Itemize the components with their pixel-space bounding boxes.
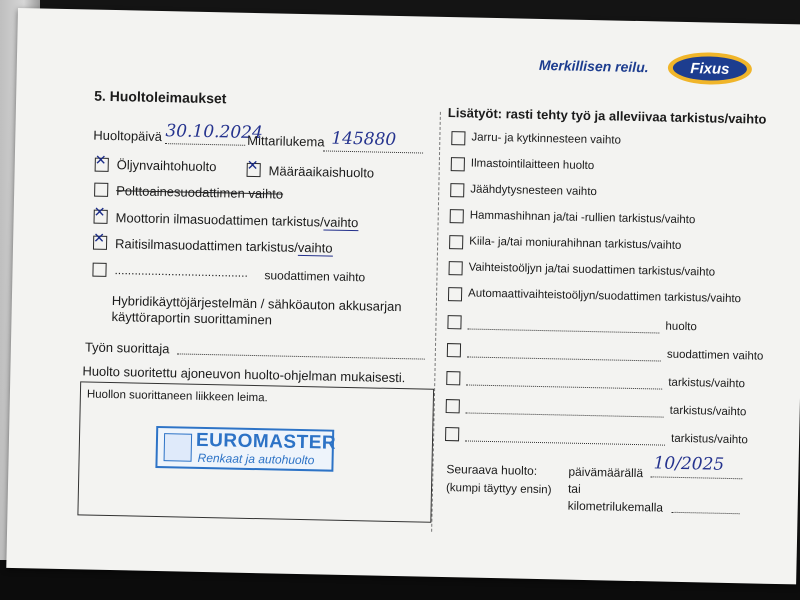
- huoltopaiva-dotline: [165, 143, 245, 146]
- lisatyo-blank-checkbox-4[interactable]: [446, 399, 460, 413]
- hybrid-text-line2: käyttöraportin suorittaminen: [111, 309, 273, 328]
- lisatyo-checkbox-7[interactable]: [448, 287, 462, 301]
- kilometrilukemalla-line[interactable]: [672, 512, 740, 514]
- lisatyo-checkbox-3[interactable]: [450, 183, 464, 197]
- lisatyo-blank-line-5[interactable]: [465, 440, 665, 445]
- lisatyo-blank-line-1[interactable]: [467, 328, 659, 333]
- lisatyo-blank-checkbox-3[interactable]: [446, 371, 460, 385]
- brand-slogan: Merkillisen reilu.: [538, 56, 649, 76]
- lisatyo-blank-line-3[interactable]: [466, 384, 662, 389]
- lisatyo-blank-label-2: suodattimen vaihto: [666, 348, 764, 363]
- tai-label: tai: [567, 481, 581, 496]
- stamp-subtitle: Renkaat ja autohuolto: [197, 450, 315, 468]
- lisatyo-blank-line-2[interactable]: [467, 356, 661, 361]
- column-divider: [431, 112, 441, 532]
- stamp-box-label: Huollon suorittaneen liikkeen leima.: [86, 388, 268, 405]
- euromaster-stamp: [155, 426, 337, 472]
- tyon-suorittaja-label: Työn suorittaja: [84, 339, 170, 357]
- suodatin-blank-dots: ........................................: [114, 263, 249, 280]
- lisatyo-blank-checkbox-5[interactable]: [445, 427, 459, 441]
- paivamaaralla-line: [650, 476, 742, 479]
- maaraaikais-label: Määräaikaishuolto: [268, 163, 375, 181]
- statement-text: Huolto suoritettu ajoneuvon huolto-ohjelman mukaisesti.: [82, 363, 406, 386]
- service-booklet-page: [6, 8, 800, 584]
- huoltopaiva-label: Huoltopäivä: [93, 127, 163, 145]
- huoltopaiva-value[interactable]: 30.10.2024: [165, 121, 263, 144]
- lisatyo-label-7: Automaattivaihteistoöljyn/suodattimen tarkistus/vaihto: [467, 287, 742, 306]
- polttoaine-checkbox[interactable]: [94, 183, 108, 197]
- lisatyo-blank-label-5: tarkistus/vaihto: [670, 432, 748, 447]
- raitisilma-label: Raitisilmasuodattimen tarkistus/vaihto: [114, 236, 333, 256]
- lisatyo-blank-label-4: tarkistus/vaihto: [669, 404, 747, 419]
- lisatyo-blank-line-4[interactable]: [466, 412, 664, 417]
- raitisilma-checkbox[interactable]: [93, 230, 107, 250]
- lisatyo-blank-checkbox-1[interactable]: [447, 315, 461, 329]
- polttoaine-label: Polttoainesuodattimen vaihto: [116, 183, 284, 202]
- suodatin-blank-label: suodattimen vaihto: [264, 268, 366, 285]
- lisatyo-blank-checkbox-2[interactable]: [447, 343, 461, 357]
- paivamaaralla-label: päivämäärällä: [568, 464, 644, 481]
- lisatyo-label-6: Vaihteistoöljyn ja/tai suodattimen tarkistus/vaihto: [468, 261, 716, 279]
- vaihto-underlined: vaihto: [323, 214, 359, 231]
- vaihto-underlined: vaihto: [297, 239, 333, 256]
- oljynvaihto-label: Öljynvaihtohuolto: [116, 157, 217, 175]
- hybrid-text-line1: Hybridikäyttöjärjestelmän / sähköauton akkusarjan: [111, 293, 402, 315]
- check-mark-icon: ✕: [246, 157, 259, 175]
- kilometrilukemalla-label: kilometrilukemalla: [567, 498, 664, 515]
- next-service-date-value[interactable]: 10/2025: [653, 453, 725, 475]
- lisatyo-checkbox-6[interactable]: [449, 261, 463, 275]
- lisatyo-checkbox-4[interactable]: [450, 209, 464, 223]
- seuraava-huolto-note: (kumpi täyttyy ensin): [445, 482, 552, 497]
- check-mark-icon: ✕: [93, 204, 106, 221]
- mittarilukema-value[interactable]: 145880: [331, 128, 397, 150]
- lisatyo-checkbox-5[interactable]: [449, 235, 463, 249]
- maaraaikais-checkbox[interactable]: [246, 157, 261, 177]
- fixus-logo: [666, 50, 753, 93]
- stamp-box: [77, 381, 434, 522]
- lisatyo-label-1: Jarru- ja kytkinnesteen vaihto: [471, 131, 622, 147]
- seuraava-huolto-label: Seuraava huolto:: [446, 462, 538, 478]
- lisatyot-title: Lisätyöt: rasti tehty työ ja alleviivaa tarkistus/vaihto: [447, 105, 767, 127]
- lisatyo-label-5: Kiila- ja/tai moniurahihnan tarkistus/vaihto: [469, 235, 682, 252]
- lisatyo-label-4: Hammashihnan ja/tai -rullien tarkistus/vaihto: [469, 209, 696, 227]
- oljynvaihto-checkbox[interactable]: [94, 152, 109, 172]
- lisatyo-checkbox-1[interactable]: [451, 131, 465, 145]
- section-title: 5. Huoltoleimaukset: [94, 87, 227, 107]
- stamp-title: EUROMASTER: [195, 429, 337, 454]
- suodatin-blank-checkbox[interactable]: [92, 263, 106, 277]
- tyon-suorittaja-line[interactable]: [177, 353, 425, 359]
- moottori-ilmasuodatin-label: Moottorin ilmasuodattimen tarkistus/vaihto: [115, 210, 359, 231]
- lisatyo-label-2: Ilmastointilaitteen huolto: [470, 157, 595, 173]
- tire-logo-icon: [164, 433, 193, 462]
- lisatyo-label-3: Jäähdytysnesteen vaihto: [470, 183, 597, 199]
- mittarilukema-dotline: [323, 150, 423, 153]
- check-mark-icon: ✕: [94, 152, 107, 169]
- mittarilukema-label: Mittarilukema: [247, 132, 325, 150]
- check-mark-icon: ✕: [93, 230, 106, 247]
- moottori-ilmasuodatin-checkbox[interactable]: [93, 204, 108, 224]
- lisatyo-blank-label-1: huolto: [665, 320, 697, 334]
- lisatyo-blank-label-3: tarkistus/vaihto: [668, 376, 746, 391]
- svg-text:Fixus: Fixus: [690, 60, 730, 78]
- lisatyo-checkbox-2[interactable]: [451, 157, 465, 171]
